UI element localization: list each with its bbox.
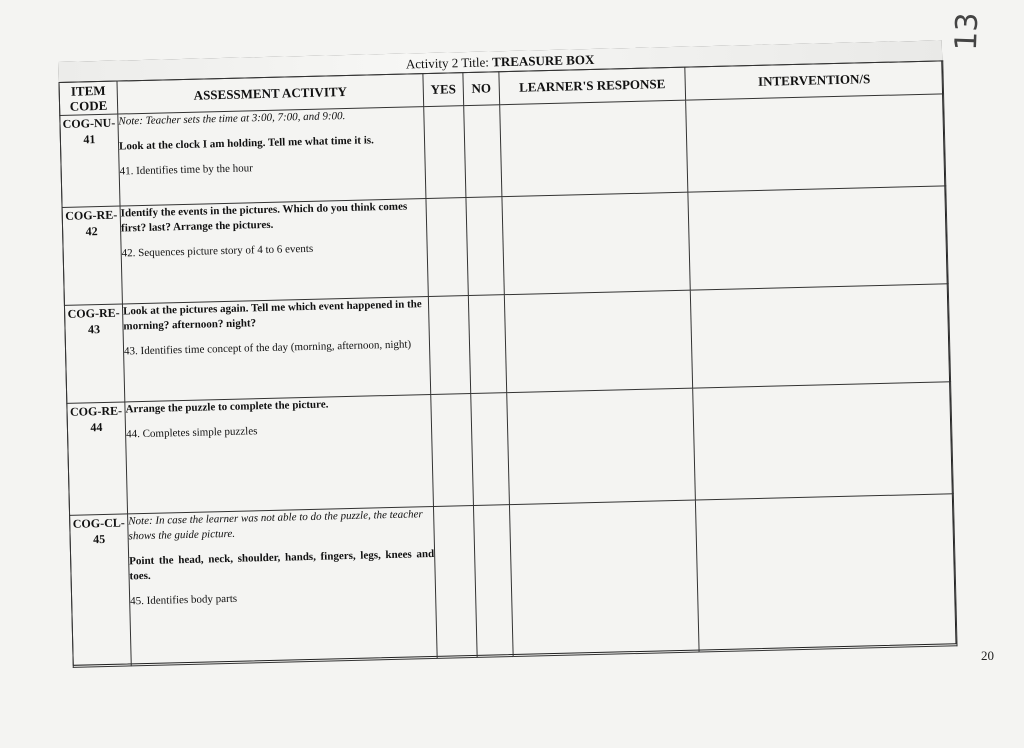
header-no: NO [463,72,500,106]
yes-cell[interactable] [426,198,468,297]
no-cell[interactable] [468,295,506,394]
yes-cell[interactable] [431,394,474,507]
activity-instruction: Identify the events in the pictures. Which do you think comes first? last? Arrange the pictures. [120,200,408,235]
yes-cell[interactable] [433,505,477,658]
yes-cell[interactable] [424,106,466,199]
learners-response-cell[interactable] [507,388,696,505]
item-code: COG-RE-44 [67,402,128,515]
activity-indicator: 44. Completes simple puzzles [125,425,258,441]
interventions-cell[interactable] [695,494,957,652]
activity-indicator: 43. Identifies time concept of the day (morning, afternoon, night) [123,338,412,358]
header-learners-response: LEARNER'S RESPONSE [499,67,686,105]
assessment-activity-cell [128,506,438,665]
page-footer-number: 20 [981,648,994,663]
assessment-table [58,60,957,667]
header-assessment-activity: ASSESSMENT ACTIVITY [117,74,424,114]
learners-response-cell[interactable] [509,500,699,656]
learners-response-cell[interactable] [502,192,690,295]
activity-title-prefix: Activity 2 Title: [405,54,490,72]
activity-instruction: Arrange the puzzle to complete the picture. [125,398,329,416]
no-cell[interactable] [471,393,510,506]
yes-cell[interactable] [428,296,470,395]
activity-title-name: TREASURE BOX [491,51,595,70]
no-cell[interactable] [473,505,513,658]
page-corner-number: 13 [948,11,986,52]
activity-instruction: Point the head, neck, shoulder, hands, fingers, legs, knees and toes. [129,547,435,583]
assessment-activity-cell [118,107,426,206]
activity-instruction: Look at the clock I am holding. Tell me what time it is. [118,134,374,153]
no-cell[interactable] [464,105,502,198]
no-cell[interactable] [466,197,504,296]
activity-instruction: Look at the pictures again. Tell me which event happened in the morning? afternoon? night? [122,298,422,333]
activity-note: Note: In case the learner was not able to do the puzzle, the teacher shows the guide picture. [128,508,423,543]
item-code: COG-RE-42 [62,206,122,305]
activity-indicator: 42. Sequences picture story of 4 to 6 events [121,242,314,260]
assessment-activity-cell [125,394,434,513]
assessment-sheet [58,40,956,665]
table-row [70,494,957,668]
activity-note: Note: Teacher sets the time at 3:00, 7:00, and 9:00. [118,109,346,128]
header-interventions: INTERVENTION/S [685,61,944,100]
learners-response-cell[interactable] [500,100,688,197]
assessment-activity-cell [122,297,430,402]
learners-response-cell[interactable] [504,290,692,393]
interventions-cell[interactable] [693,382,954,500]
table-row [67,382,953,516]
interventions-cell[interactable] [686,94,946,192]
interventions-cell[interactable] [690,284,950,388]
item-code: COG-NU-41 [60,114,120,207]
activity-indicator: 41. Identifies time by the hour [119,162,254,178]
interventions-cell[interactable] [688,186,948,290]
header-item-code: ITEM CODE [59,81,118,115]
activity-indicator: 45. Identifies body parts [130,592,238,608]
item-code: COG-CL-45 [70,514,132,667]
header-yes: YES [423,73,464,107]
item-code: COG-RE-43 [64,304,124,403]
assessment-activity-cell [120,199,428,304]
